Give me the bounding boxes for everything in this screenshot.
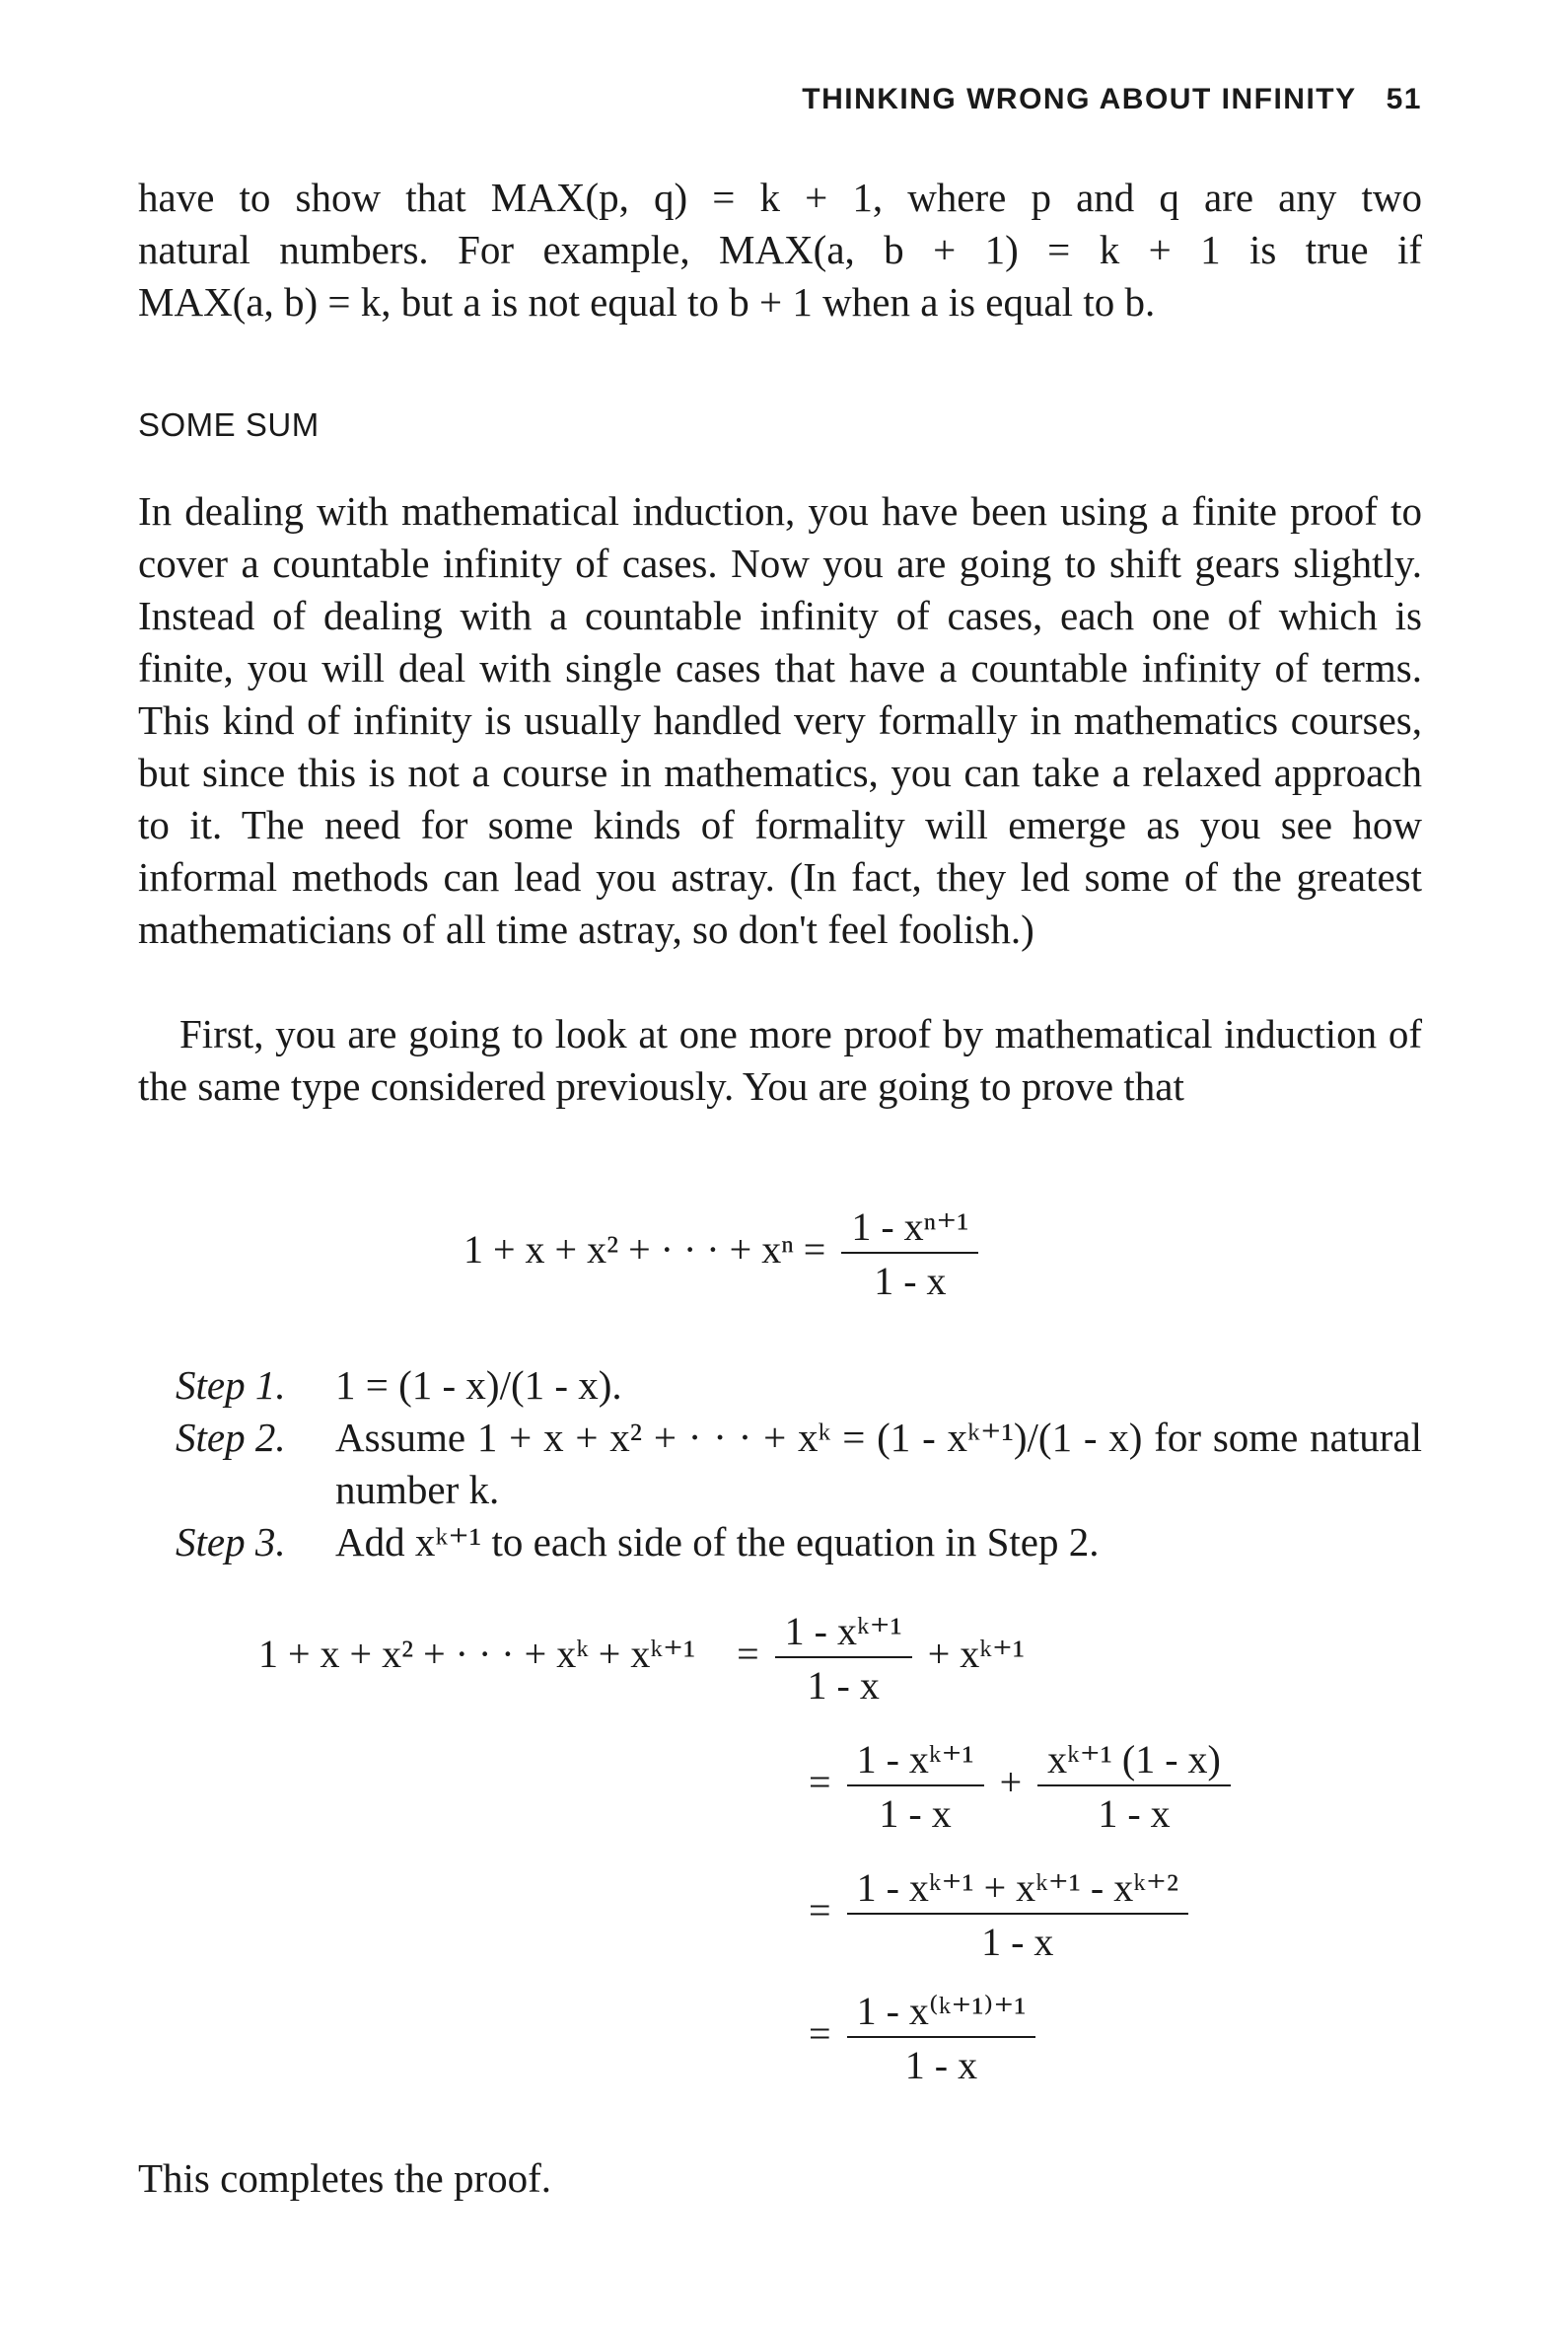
derivation-line-4-fraction bbox=[847, 1988, 1036, 2088]
proof-steps bbox=[176, 1359, 1422, 1568]
derivation-line-2-fraction-a bbox=[847, 1736, 984, 1837]
derivation-line-2: = $\frac{\text{1 - xᵏ⁺¹}}{1 - x}$ + $\frac{\text{xᵏ⁺¹ (1 - x)}}{1 - x}$ bbox=[809, 1736, 1237, 1837]
main-equation-denominator: 1 - x bbox=[874, 1259, 947, 1303]
step-2-text: Assume 1 + x + x² + · · · + xᵏ = (1 - xᵏ⁺¹)/(1 - x) for some natural number k. bbox=[335, 1415, 1422, 1512]
closing-sentence: This completes the proof. bbox=[138, 2155, 552, 2201]
derivation-line-1-numerator: 1 - xᵏ⁺¹ bbox=[775, 1608, 912, 1658]
step-1-text: 1 = (1 - x)/(1 - x). bbox=[335, 1362, 622, 1408]
main-equation-numerator: 1 - xⁿ⁺¹ bbox=[841, 1203, 978, 1254]
main-equation-lhs: 1 + x + x² + · · · + xⁿ bbox=[463, 1227, 794, 1273]
intro-line-1: have to show that MAX(p, q) = k + 1, where p and q are any two bbox=[138, 175, 1422, 220]
page-number: 51 bbox=[1386, 83, 1422, 115]
main-equation: 1 + x + x² + · · · + xⁿ = $\frac{\text{1 - xⁿ⁺¹}}{1 - x}$ bbox=[463, 1203, 984, 1304]
derivation-line-2-fraction-b bbox=[1037, 1736, 1231, 1837]
main-equation-fraction bbox=[841, 1203, 978, 1304]
derivation-line-4-denominator: 1 - x bbox=[904, 2043, 978, 2087]
step-3-label: Step 3. bbox=[176, 1519, 286, 1564]
paragraph-2: First, you are going to look at one more proof by mathematical induction of the same type considered previously. You are going to prove that bbox=[138, 1011, 1422, 1109]
running-head bbox=[138, 83, 1422, 116]
derivation-line-4: = $\frac{\text{1 - x⁽ᵏ⁺¹⁾⁺¹}}{1 - x}$ bbox=[809, 1988, 1041, 2088]
paragraph-1: In dealing with mathematical induction, you have been using a finite proof to cover a countable infinity of cases. Now you are going to shift gears slightly. Instead of dealing with a countable infinity of cases, each one of which is finite, you will deal with single cases that have a countable infinity of terms. This kind of infinity is usually handled very formally in mathematics courses, but since this is not a course in mathematics, you can take a relaxed approach to it. The need for some kinds of formality will emerge as you see how informal methods can lead you astray. (In fact, they led some of the greatest mathematicians of all time astray, so don't feel foolish.) bbox=[138, 488, 1422, 952]
running-head-title: THINKING WRONG ABOUT INFINITY bbox=[802, 83, 1357, 115]
derivation-line-4-numerator: 1 - x⁽ᵏ⁺¹⁾⁺¹ bbox=[847, 1988, 1036, 2038]
step-1-label: Step 1. bbox=[176, 1362, 286, 1408]
intro-line-2: natural numbers. For example, MAX(a, b + 1) = k + 1 is true if bbox=[138, 227, 1422, 272]
derivation-line-3-numerator: 1 - xᵏ⁺¹ + xᵏ⁺¹ - xᵏ⁺² bbox=[847, 1864, 1188, 1915]
step-2-label: Step 2. bbox=[176, 1415, 286, 1460]
derivation-line-2-numerator-a: 1 - xᵏ⁺¹ bbox=[847, 1736, 984, 1786]
derivation-line-3-denominator: 1 - x bbox=[981, 1920, 1054, 1964]
derivation-line-2-denominator-a: 1 - x bbox=[879, 1791, 952, 1836]
derivation-line-3: = $\frac{\text{1 - xᵏ⁺¹ + xᵏ⁺¹ - xᵏ⁺²}}{1 - x}$ bbox=[809, 1864, 1194, 1965]
derivation-line-1-denominator: 1 - x bbox=[807, 1663, 880, 1708]
derivation-line-3-fraction bbox=[847, 1864, 1188, 1965]
derivation-line-2-operator: + bbox=[999, 1760, 1023, 1805]
step-2 bbox=[176, 1412, 1422, 1516]
derivation-lhs: 1 + x + x² + · · · + xᵏ + xᵏ⁺¹ bbox=[258, 1632, 696, 1677]
step-1 bbox=[176, 1359, 1422, 1412]
step-3 bbox=[176, 1516, 1422, 1568]
derivation-line-1: 1 + x + x² + · · · + xᵏ + xᵏ⁺¹ = $\frac{\text{1 - xᵏ⁺¹}}{1 - x}$ + xᵏ⁺¹ bbox=[258, 1609, 1025, 1708]
section-heading: SOME SUM bbox=[138, 406, 320, 443]
derivation-line-2-denominator-b: 1 - x bbox=[1098, 1791, 1171, 1836]
step-3-text: Add xᵏ⁺¹ to each side of the equation in Step 2. bbox=[335, 1519, 1100, 1564]
derivation-line-2-numerator-b: xᵏ⁺¹ (1 - x) bbox=[1037, 1736, 1231, 1786]
derivation-line-1-fraction bbox=[775, 1608, 912, 1709]
intro-text bbox=[138, 172, 1422, 328]
derivation-line-1-tail: + xᵏ⁺¹ bbox=[927, 1632, 1025, 1677]
intro-line-3: MAX(a, b) = k, but a is not equal to b + 1 when a is equal to b. bbox=[138, 279, 1156, 325]
